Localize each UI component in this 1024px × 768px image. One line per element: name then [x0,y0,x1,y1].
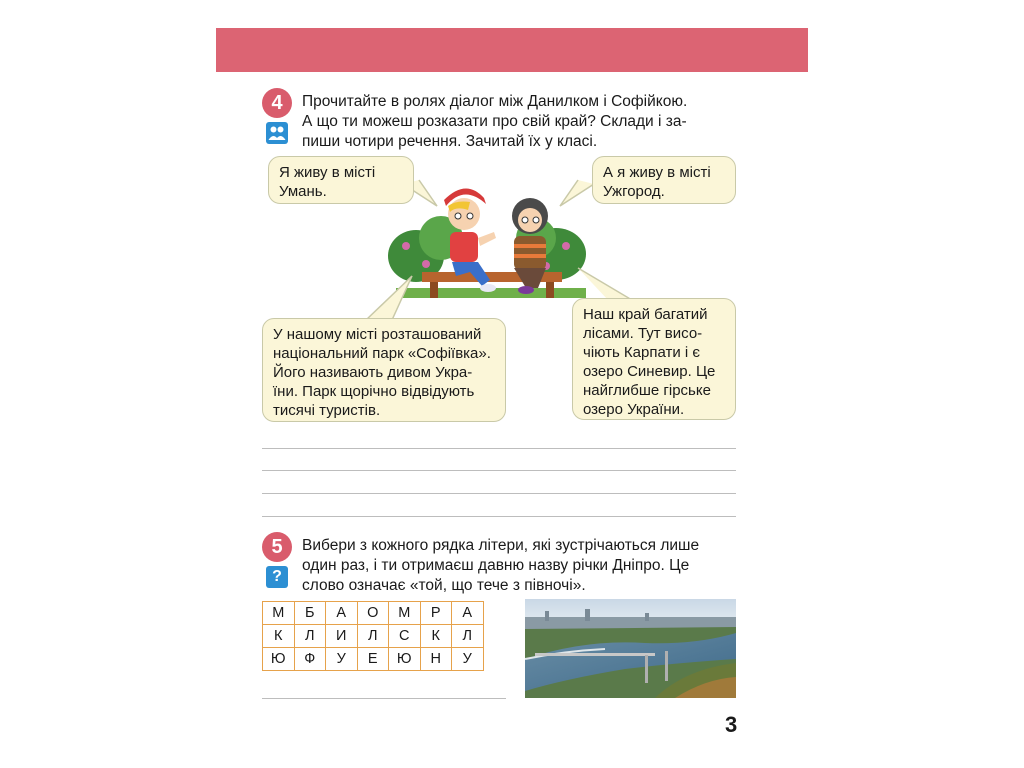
speech-bubble-danylko-2 [262,318,506,422]
bubble-tail [574,266,634,302]
task-4-line: Прочитайте в ролях діалог між Данилком і Софійкою. [302,93,688,110]
letter-cell[interactable]: Н [420,648,452,671]
letter-cell[interactable]: И [326,625,358,648]
question-icon: ? [266,566,288,588]
task-4-line: пиши чотири речення. Зачитай їх у класі. [302,133,598,150]
task-5-instructions [302,536,734,596]
letter-cell[interactable]: О [357,602,389,625]
writing-line[interactable] [262,448,736,449]
letter-cell[interactable]: Б [294,602,326,625]
writing-line[interactable] [262,493,736,494]
bubble-line: чіють Карпати і є [583,344,701,361]
bubble-tail [356,272,416,322]
letter-cell[interactable]: М [389,602,421,625]
writing-line[interactable] [262,470,736,471]
bubble-line: Його називають дивом Укра- [273,364,473,381]
bubble-line: озеро України. [583,401,685,418]
task-4-instructions [302,92,734,152]
writing-line[interactable] [262,516,736,517]
letter-cell[interactable]: Р [420,602,452,625]
letter-cell[interactable]: К [420,625,452,648]
bubble-line: лісами. Тут висо- [583,325,703,342]
letter-cell[interactable]: А [326,602,358,625]
speech-bubble-danylko-1 [268,156,414,204]
bubble-line: їни. Парк щорічно відвідують [273,383,475,400]
bubble-line: найглибше гірське [583,382,711,399]
bubble-line: Ужгород. [603,183,665,200]
bubble-line: У нашому місті розташований [273,326,482,343]
bubble-line: тисячі туристів. [273,402,381,419]
page-number: 3 [725,712,738,737]
bubble-line: Наш край багатий [583,306,708,323]
task-4-number: 4 [262,88,292,118]
task-5-number: 5 [262,532,292,562]
letter-cell[interactable]: Л [452,625,484,648]
letter-cell[interactable]: Е [357,648,389,671]
letter-cell[interactable]: К [263,625,295,648]
pair-work-icon [266,122,288,144]
letter-cell[interactable]: Ю [389,648,421,671]
task-5-line: слово означає «той, що тече з півночі». [302,577,586,594]
letter-grid-row [263,648,484,671]
letter-cell[interactable]: Ю [263,648,295,671]
bubble-line: Умань. [279,183,327,200]
task-5-line: один раз, і ти отримаєш давню назву річки Дніпро. Це [302,557,690,574]
bubble-line: озеро Синевир. Це [583,363,716,380]
header-bar [216,28,808,72]
letter-cell[interactable]: А [452,602,484,625]
dnipro-river-photo [525,599,736,698]
letter-cell[interactable]: Ф [294,648,326,671]
speech-bubble-sofiyka-2 [572,298,736,420]
letter-cell[interactable]: Л [357,625,389,648]
bubble-line: А я живу в місті [603,164,711,181]
letter-cell[interactable]: С [389,625,421,648]
letter-cell[interactable]: У [452,648,484,671]
speech-bubble-sofiyka-1 [592,156,736,204]
answer-line[interactable] [262,698,506,699]
bubble-line: Я живу в місті [279,164,376,181]
letter-cell[interactable]: У [326,648,358,671]
task-4-line: А що ти можеш розказати про свій край? Склади і за- [302,113,687,130]
bubble-tail [556,178,596,208]
letter-cell[interactable]: Л [294,625,326,648]
letter-grid-row [263,602,484,625]
letter-grid [262,601,484,671]
letter-grid-row [263,625,484,648]
task-5-line: Вибери з кожного рядка літери, які зустрічаються лише [302,537,700,554]
letter-cell[interactable]: М [263,602,295,625]
textbook-page [216,28,808,748]
bubble-line: національний парк «Софіївка». [273,345,491,362]
